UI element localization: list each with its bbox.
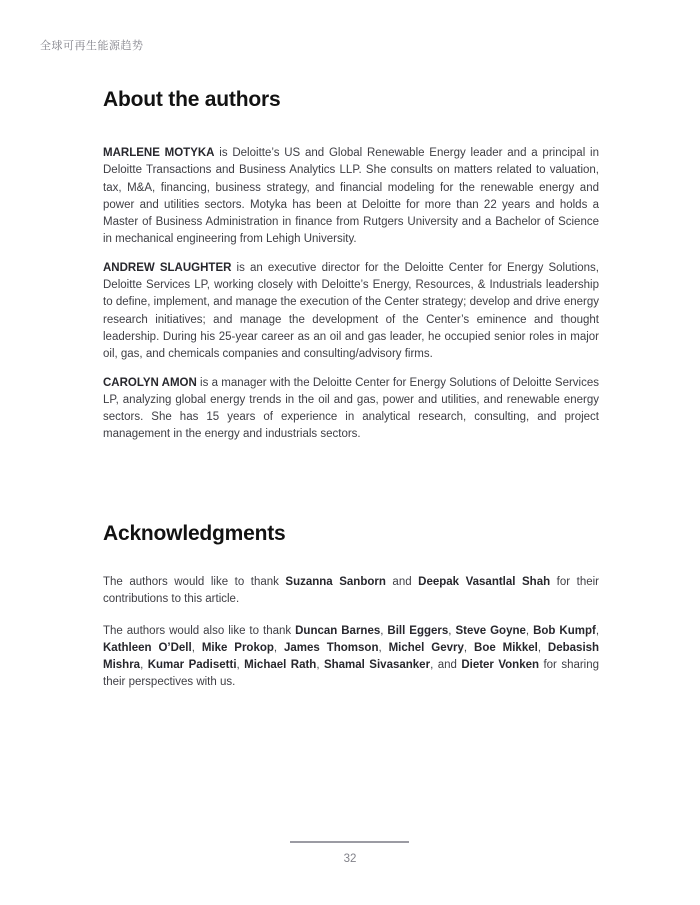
author-bio-paragraph: CAROLYN AMON is a manager with the Deloitte Center for Energy Solutions of Deloitte Services LP, analyzing global energy trends in the oil and gas, power and utilities, and renewable energy sectors. She has 15 years of experience in analytical research, consulting, and project management in the energy and industrials sectors.	[103, 376, 599, 441]
acknowledgment-paragraph: The authors would like to thank Suzanna Sanborn and Deepak Vasantlal Shah for their contributions to this article.	[103, 576, 599, 606]
author-bio-paragraph: MARLENE MOTYKA is Deloitte’s US and Global Renewable Energy leader and a principal in Deloitte Transactions and Business Analytics LLP. She consults on matters related to valuation, tax, M&A, financing, business strategy, and financial modeling for the renewable energy and power and utilities sectors. Motyka has been at Deloitte for more than 22 years and holds a Master of Business Administration in finance from Rutgers University and a Bachelor of Science in mechanical engineering from Lehigh University.	[103, 147, 599, 246]
page-number: 32	[343, 853, 357, 865]
running-header: 全球可再生能源趋势	[40, 40, 144, 52]
acknowledgments-section	[103, 520, 599, 706]
about-authors-title: About the authors	[103, 88, 281, 111]
footer-divider	[290, 841, 409, 843]
about-authors-section	[103, 86, 599, 455]
acknowledgment-paragraph: The authors would also like to thank Duncan Barnes, Bill Eggers, Steve Goyne, Bob Kumpf, Kathleen O’Dell, Mike Prokop, James Thomson, Michel Gevry, Boe Mikkel, Debasish Mishra, Kumar Padisetti, Michael Rath, Shamal Sivasanker, and Dieter Vonken for sharing their perspectives with us.	[103, 624, 600, 689]
author-bio-paragraph: ANDREW SLAUGHTER is an executive director for the Deloitte Center for Energy Solutions, Deloitte Services LP, working closely with Deloitte’s Energy, Resources, & Industrials leadership to define, implement, and manage the execution of the Center strategy; develop and drive energy research initiatives; and manage the development of the Center’s eminence and thought leadership. During his 25-year career as an oil and gas leader, he occupied senior roles in major oil, gas, and chemicals companies and consulting/advisory firms.	[103, 261, 599, 361]
acknowledgments-title: Acknowledgments	[103, 522, 286, 545]
